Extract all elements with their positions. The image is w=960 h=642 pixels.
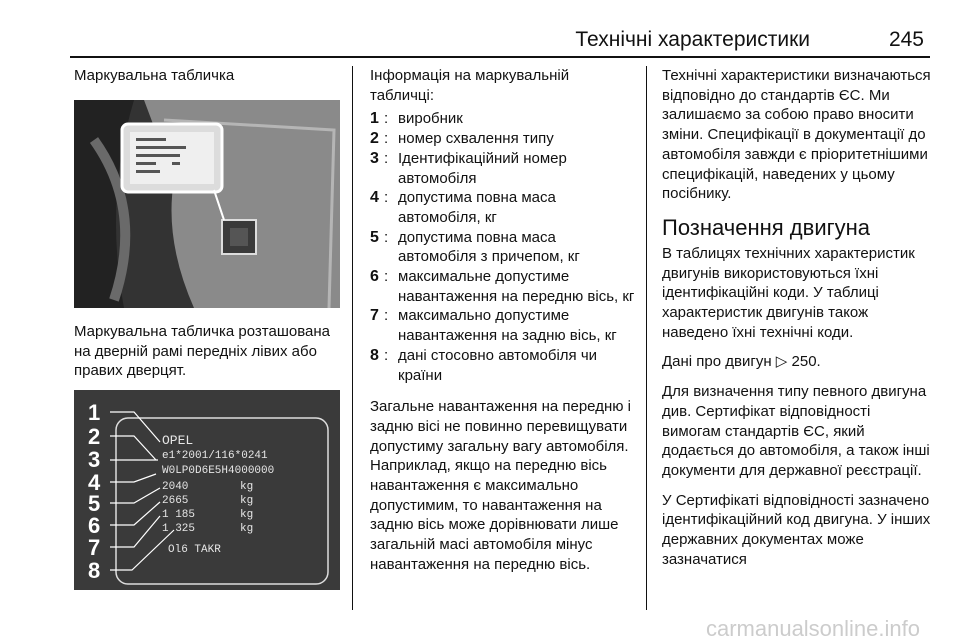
- plate-number-6: 6: [88, 513, 101, 538]
- plate-line: 2665: [162, 495, 189, 507]
- list-item: 2 : номер схвалення типу: [370, 130, 554, 148]
- watermark: carmanualsonline.info: [705, 616, 920, 641]
- header-title: Технічні характеристики: [575, 28, 810, 51]
- plate-unit: kg: [240, 481, 254, 493]
- specs-paragraph: Технічні характеристики визначаються відповідно до стандартів ЄС. Ми залишаємо за собою право вносити зміни. Специфікації в документації до автомобіля завжди є пріоритетнішими специфікацій, наведених у цьому посібнику.: [662, 67, 931, 203]
- plate-line: 1 325: [162, 523, 196, 535]
- door-frame-photo: [74, 100, 340, 308]
- plate-unit: kg: [240, 523, 254, 535]
- engine-data-link[interactable]: 250.: [791, 353, 821, 371]
- certificate-paragraph: У Сертифікаті відповідності зазначено ідентифікаційний код двигуна. У інших державних документах може зазначатися: [662, 491, 931, 568]
- plate-leader-lines: [74, 390, 340, 590]
- plate-caption: Маркувальна табличка розташована на дверній рамі передніх лівих або правих дверцят.: [74, 323, 330, 380]
- right-column: [662, 66, 932, 579]
- list-item: 1 : виробник: [370, 110, 463, 128]
- plate-number-8: 8: [88, 558, 101, 583]
- plate-info-list: [370, 109, 636, 385]
- page-ref-icon: ▷: [775, 353, 788, 371]
- header-rule: [70, 56, 930, 58]
- plate-line: W0LP0D6E5H4000000: [162, 465, 275, 477]
- plate-number-2: 2: [88, 424, 101, 449]
- plate-line: 2040: [162, 481, 189, 493]
- plate-line: 1 185: [162, 509, 196, 521]
- axle-load-paragraph: Загальне навантаження на передню і задню вісі не повинно перевищувати допустиму загальну вагу автомобіля. Наприклад, якщо на передню вісь навантаження є максимально допустимим, то навантаження на задню вісь може дорівнювати лише загальній масі автомобіля мінус навантаження на передню вісь.: [370, 398, 631, 573]
- plate-unit: kg: [240, 495, 254, 507]
- plate-unit: kg: [240, 509, 254, 521]
- plate-number-3: 3: [88, 447, 101, 472]
- list-item: 7 : максимально допустиме навантаження на задню вісь, кг: [370, 307, 617, 345]
- plate-bottom-code: Ol6 TAKR: [168, 544, 221, 556]
- plate-info-intro: Інформація на маркувальній табличці:: [370, 67, 570, 104]
- engine-data-ref: Дані про двигун ▷ 250.: [662, 353, 821, 371]
- plate-number-4: 4: [88, 470, 101, 495]
- middle-column: [370, 66, 636, 585]
- list-item: 4 : допустима повна маса автомобіля, кг: [370, 189, 556, 226]
- plate-line: OPEL: [162, 433, 194, 448]
- list-item: 3 : Ідентифікаційний номер автомобіля: [370, 149, 567, 187]
- plate-line: e1*2001/116*0241: [162, 450, 268, 462]
- plate-number-1: 1: [88, 400, 101, 425]
- section-heading: Маркувальна табличка: [74, 67, 235, 84]
- page-header: [60, 24, 930, 58]
- list-item: 8 : дані стосовно автомобіля чи країни: [370, 346, 598, 384]
- list-item: 5 : допустима повна маса автомобіля з причепом, кг: [370, 228, 580, 266]
- plate-diagram: [74, 390, 340, 590]
- engine-type-paragraph: Для визначення типу певного двигуна див. Сертифікат відповідності вимогам стандартів ЄС, який додається до автомобіля, а також інші документи для державної реєстрації.: [662, 383, 930, 479]
- engine-id-heading: Позначення двигуна: [662, 214, 871, 240]
- plate-number-5: 5: [88, 491, 101, 516]
- page-number: 245: [888, 28, 924, 51]
- door-frame-illustration: [74, 100, 340, 308]
- column-divider: [352, 66, 353, 610]
- plate-number-7: 7: [88, 535, 101, 560]
- engine-codes-paragraph: В таблицях технічних характеристик двигунів використовуються їхні ідентифікаційні коди. У таблиці характеристик двигунів також наведено їхні технічні коди.: [662, 244, 915, 341]
- list-item: 6 : максимальне допустиме навантаження на передню вісь, кг: [370, 268, 635, 305]
- column-divider: [646, 66, 647, 610]
